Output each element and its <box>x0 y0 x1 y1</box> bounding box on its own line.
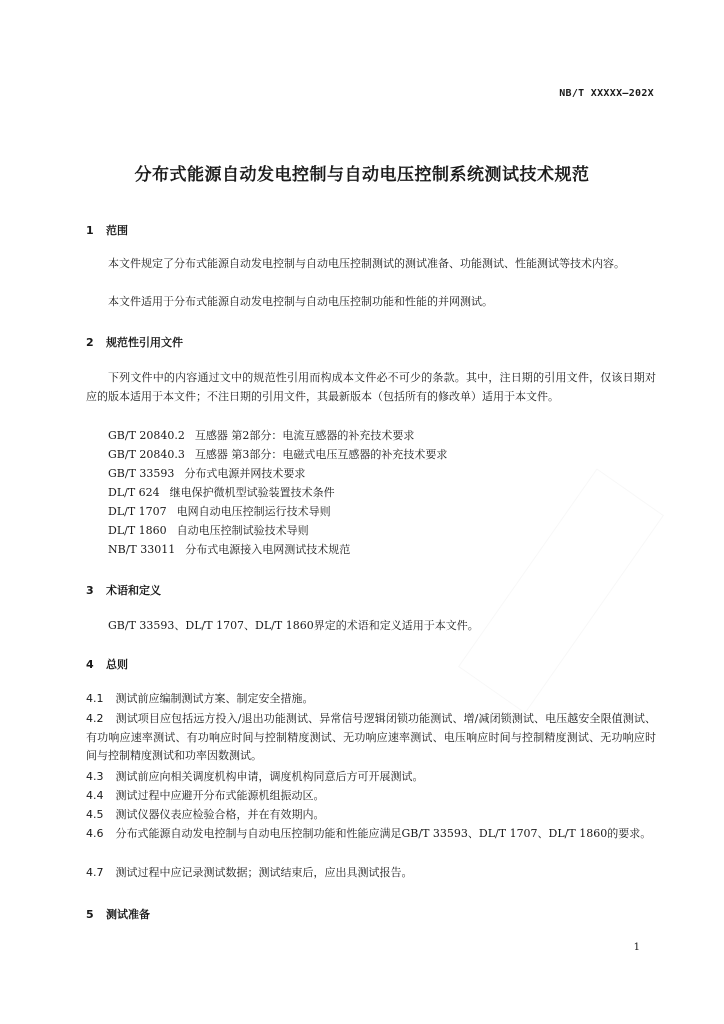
item-number: 4.4 <box>86 789 104 802</box>
item-text: 测试项目应包括远方投入/退出功能测试、异常信号逻辑闭锁功能测试、增/减闭锁测试、电压越安全限值测试、有功响应速率测试、有功响应时间与控制精度测试、无功响应速率测试、电压响应时间与控制精度测试、无功响应时间与控制精度测试和功率因数测试。 <box>86 712 656 762</box>
document-code: NB/T XXXXX—202X <box>559 88 654 99</box>
item-number: 4.3 <box>86 770 104 783</box>
reference-title: 继电保护微机型试验装置技术条件 <box>169 486 335 499</box>
reference-code: GB/T 33593 <box>108 467 175 480</box>
terms-paragraph: GB/T 33593、DL/T 1707、DL/T 1860界定的术语和定义适用于本文件。 <box>108 619 479 632</box>
section-number: 5 <box>86 908 94 921</box>
section-heading-preparation <box>86 906 150 922</box>
scope-paragraph-1: 本文件规定了分布式能源自动发电控制与自动电压控制测试的测试准备、功能测试、性能测试等技术内容。 <box>108 257 625 270</box>
page-number: 1 <box>633 942 640 953</box>
scope-paragraph-2: 本文件适用于分布式能源自动发电控制与自动电压控制功能和性能的并网测试。 <box>108 295 493 308</box>
reference-item <box>108 502 331 521</box>
item-number: 4.5 <box>86 808 104 821</box>
document-title: 分布式能源自动发电控制与自动电压控制系统测试技术规范 <box>134 165 590 185</box>
general-item <box>86 710 656 766</box>
reference-title: 互感器 第2部分：电流互感器的补充技术要求 <box>194 429 415 442</box>
section-heading-scope <box>86 222 128 238</box>
reference-code: NB/T 33011 <box>108 543 176 556</box>
reference-code: GB/T 20840.3 <box>108 448 185 461</box>
item-text: 分布式能源自动发电控制与自动电压控制功能和性能应满足GB/T 33593、DL/T 1707、DL/T 1860的要求。 <box>115 827 652 840</box>
section-number: 4 <box>86 658 94 671</box>
item-text: 测试前应向相关调度机构申请，调度机构同意后方可开展测试。 <box>115 770 424 783</box>
reference-title: 自动电压控制试验技术导则 <box>176 524 309 537</box>
item-number: 4.6 <box>86 827 104 840</box>
reference-code: DL/T 1707 <box>108 505 167 518</box>
reference-item <box>108 445 447 464</box>
general-item <box>86 787 656 806</box>
section-number: 2 <box>86 336 94 349</box>
section-title: 范围 <box>106 224 128 237</box>
general-item <box>86 806 656 825</box>
item-number: 4.7 <box>86 866 104 879</box>
reference-title: 分布式电源接入电网测试技术规范 <box>185 543 351 556</box>
references-intro: 下列文件中的内容通过文中的规范性引用而构成本文件必不可少的条款。其中，注日期的引用文件，仅该日期对应的版本适用于本文件；不注日期的引用文件，其最新版本（包括所有的修改单）适用于本文件。 <box>86 371 656 403</box>
general-item <box>86 690 656 709</box>
item-text: 测试前应编制测试方案、制定安全措施。 <box>115 692 314 705</box>
general-item <box>86 864 656 883</box>
item-text: 测试仪器仪表应检验合格，并在有效期内。 <box>115 808 325 821</box>
section-title: 测试准备 <box>106 908 150 921</box>
section-number: 1 <box>86 224 94 237</box>
reference-item <box>108 426 414 445</box>
section-heading-terms <box>86 582 161 598</box>
item-number: 4.1 <box>86 692 104 705</box>
section-heading-general <box>86 656 128 672</box>
item-text: 测试过程中应记录测试数据；测试结束后，应出具测试报告。 <box>115 866 413 879</box>
general-item <box>86 825 656 844</box>
reference-item <box>108 521 309 540</box>
item-number: 4.2 <box>86 712 104 725</box>
reference-title: 电网自动电压控制运行技术导则 <box>176 505 331 518</box>
reference-code: DL/T 1860 <box>108 524 167 537</box>
section-number: 3 <box>86 584 94 597</box>
section-title: 规范性引用文件 <box>106 336 183 349</box>
watermark <box>458 468 664 713</box>
reference-code: DL/T 624 <box>108 486 160 499</box>
section-heading-references <box>86 334 183 350</box>
general-item <box>86 768 656 787</box>
reference-code: GB/T 20840.2 <box>108 429 185 442</box>
section-title: 术语和定义 <box>106 584 161 597</box>
section-title: 总则 <box>106 658 128 671</box>
reference-item <box>108 483 335 502</box>
reference-item <box>108 464 305 483</box>
reference-title: 互感器 第3部分：电磁式电压互感器的补充技术要求 <box>194 448 448 461</box>
reference-title: 分布式电源并网技术要求 <box>184 467 306 480</box>
reference-item <box>108 540 350 559</box>
item-text: 测试过程中应避开分布式能源机组振动区。 <box>115 789 325 802</box>
